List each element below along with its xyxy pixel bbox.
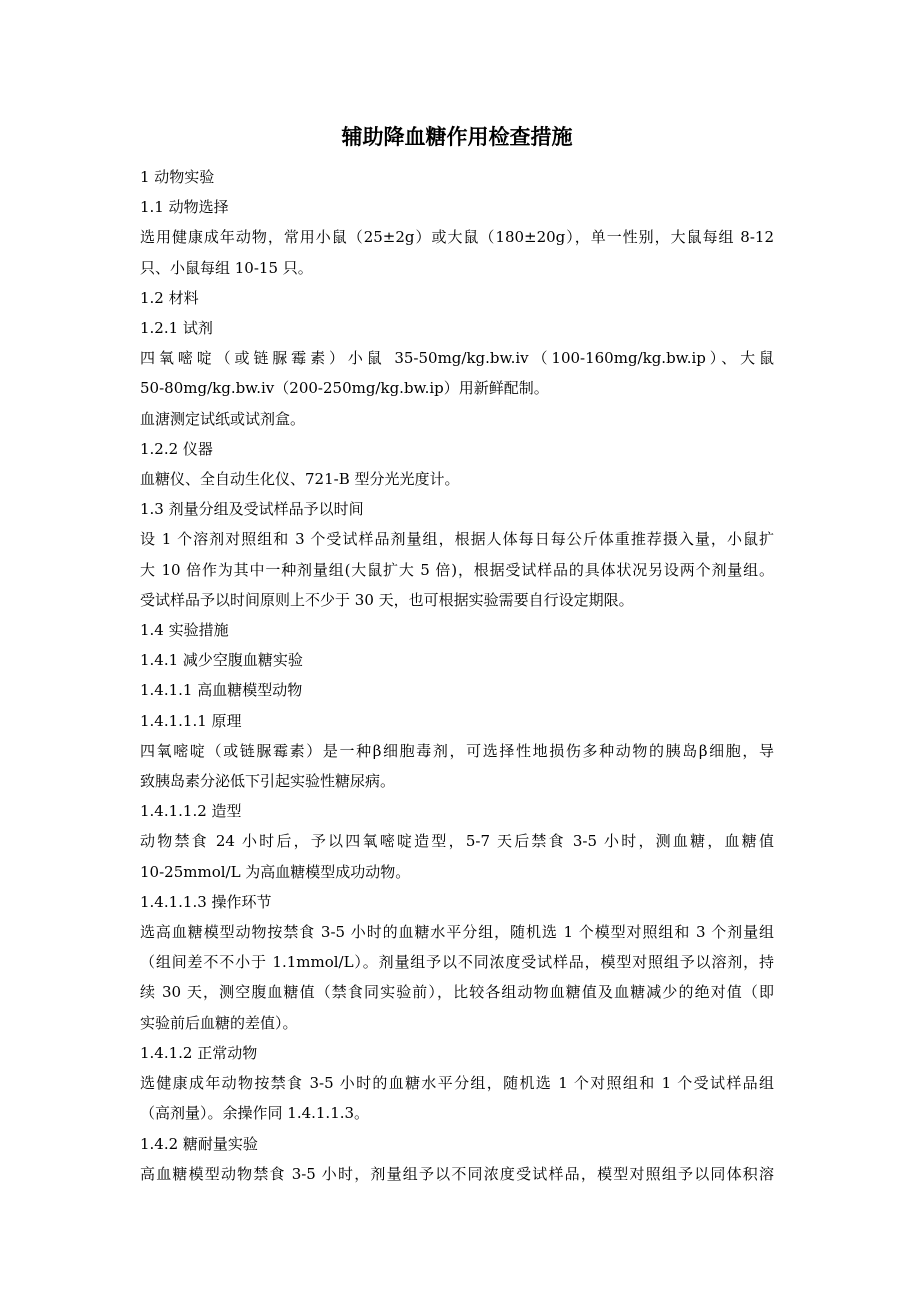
paragraph-line: 选用健康成年动物，常用小鼠（25±2g）或大鼠（180±20g），单一性别，大鼠每组 8-12 [140,228,774,247]
document-page [140,118,774,1189]
paragraph-line: （高剂量）。余操作同 1.4.1.1.3。 [140,1104,370,1123]
section-heading: 1.4.2 糖耐量实验 [140,1134,258,1153]
paragraph-line: 续 30 天，测空腹血糖值（禁食同实验前），比较各组动物血糖值及血糖减少的绝对值（即 [140,983,774,1002]
paragraph-line: 10-25mmol/L 为高血糖模型成功动物。 [140,862,411,881]
paragraph-line: 大 10 倍作为其中一种剂量组(大鼠扩大 5 倍)，根据受试样品的具体状况另设两个剂量组。 [140,560,774,579]
paragraph-line: 致胰岛素分泌低下引起实验性糖尿病。 [140,772,396,791]
section-heading: 1.4.1.1.1 原理 [140,711,242,730]
paragraph-line: 血溏测定试纸或试剂盒。 [140,409,306,428]
paragraph-line: 只、小鼠每组 10-15 只。 [140,258,313,277]
paragraph-line: 四氧嘧啶（或链脲霉素）是一种β细胞毒剂，可选择性地损伤多种动物的胰岛β细胞，导 [140,741,774,760]
paragraph-line: 高血糖模型动物禁食 3-5 小时，剂量组予以不同浓度受试样品，模型对照组予以同体积溶 [140,1164,774,1183]
paragraph-line: 50-80mg/kg.bw.iv（200-250mg/kg.bw.ip）用新鲜配制。 [140,379,549,398]
section-heading: 1.4.1 减少空腹血糖实验 [140,651,303,670]
section-heading: 1.1 动物选择 [140,198,229,217]
section-heading: 1.4.1.1.2 造型 [140,802,242,821]
paragraph-line: 血糖仪、全自动生化仪、721-B 型分光光度计。 [140,470,460,489]
paragraph-line: 受试样品予以时间原则上不少于 30 天，也可根据实验需要自行设定期限。 [140,590,634,609]
paragraph-line: 设 1 个溶剂对照组和 3 个受试样品剂量组，根据人体每日每公斤体重推荐摄入量，小鼠扩 [140,530,774,549]
section-heading: 1 动物实验 [140,168,215,186]
section-heading: 1.4.1.1 高血糖模型动物 [140,681,303,700]
section-heading: 1.4.1.2 正常动物 [140,1043,258,1062]
section-heading: 1.2.1 试剂 [140,319,213,338]
paragraph-line: 选健康成年动物按禁食 3-5 小时的血糖水平分组，随机选 1 个对照组和 1 个受试样品组 [140,1074,774,1093]
paragraph-line: 选高血糖模型动物按禁食 3-5 小时的血糖水平分组，随机选 1 个模型对照组和 3 个剂量组 [140,923,774,942]
section-heading: 1.4 实验措施 [140,621,229,640]
section-heading: 1.2.2 仪器 [140,439,213,458]
section-heading: 1.4.1.1.3 操作环节 [140,892,272,911]
paragraph-line: 动物禁食 24 小时后，予以四氧嘧啶造型，5-7 天后禁食 3-5 小时，测血糖，血糖值 [140,832,774,851]
document-title: 辅助降血糖作用检查措施 [341,125,573,149]
document-body [140,162,774,1189]
paragraph-line: 实验前后血糖的差值）。 [140,1013,298,1032]
section-heading: 1.2 材料 [140,288,199,307]
paragraph-line: （组间差不不小于 1.1mmol/L）。剂量组予以不同浓度受试样品，模型对照组予以溶剂，持 [140,953,774,972]
section-heading: 1.3 剂量分组及受试样品予以时间 [140,500,364,519]
paragraph-line: 四氧嘧啶（或链脲霉素）小鼠 35-50mg/kg.bw.iv（100-160mg/kg.bw.ip）、大鼠 [140,349,774,368]
